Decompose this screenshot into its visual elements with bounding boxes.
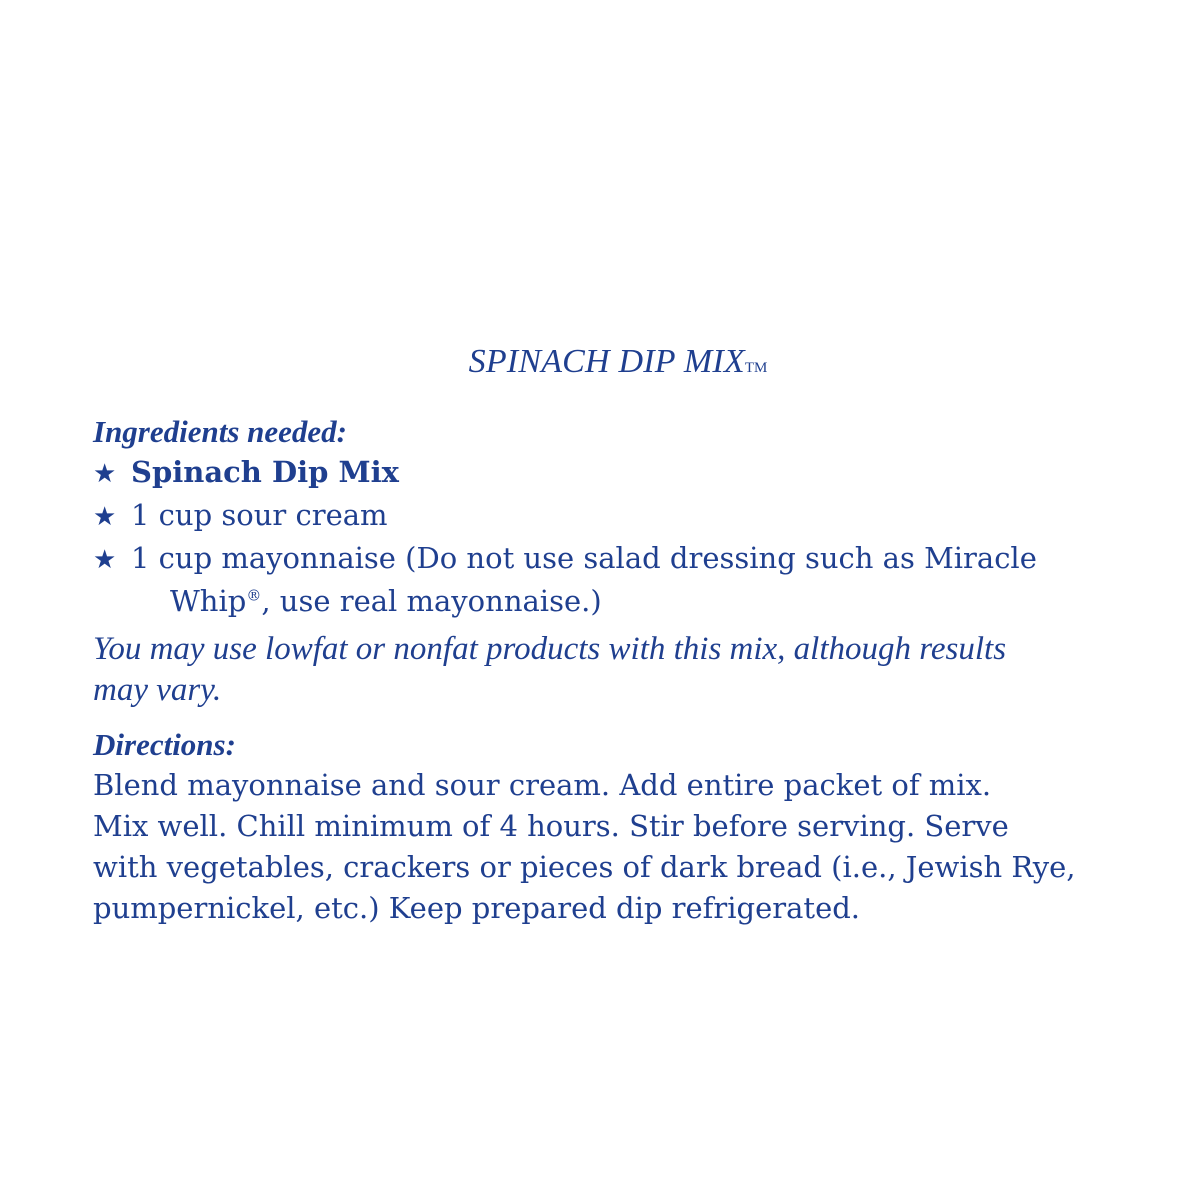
directions-line: Blend mayonnaise and sour cream. Add entire packet of mix.: [93, 768, 992, 802]
ingredient-text: , use real mayonnaise.): [261, 584, 602, 618]
ingredients-section: [93, 412, 1037, 622]
recipe-card: [93, 0, 1143, 1200]
title-text: SPINACH DIP MIX: [468, 343, 745, 380]
directions-line: pumpernickel, etc.) Keep prepared dip refrigerated.: [93, 891, 861, 925]
note-line: You may use lowfat or nonfat products with this mix, although results: [93, 631, 1007, 667]
recipe-title: [93, 342, 1143, 388]
ingredient-text: Whip: [170, 584, 247, 618]
star-icon: ★: [93, 502, 117, 532]
ingredients-heading: Ingredients needed:: [93, 414, 348, 449]
ingredient-text: 1 cup sour cream: [131, 498, 388, 532]
star-icon: ★: [93, 459, 117, 489]
ingredient-item: [93, 538, 1037, 581]
star-icon: ★: [93, 545, 117, 575]
ingredient-item-continuation: [93, 581, 1037, 622]
ingredient-text: 1 cup mayonnaise (Do not use salad dressing such as Miracle: [131, 541, 1037, 575]
lowfat-note: [93, 629, 1006, 711]
ingredient-text: Spinach Dip Mix: [131, 455, 399, 489]
registered-mark: ®: [246, 586, 262, 605]
note-line: may vary.: [93, 672, 222, 708]
directions-section: [93, 725, 1076, 929]
directions-line: with vegetables, crackers or pieces of dark bread (i.e., Jewish Rye,: [93, 850, 1076, 884]
directions-line: Mix well. Chill minimum of 4 hours. Stir before serving. Serve: [93, 809, 1009, 843]
ingredient-item: [93, 452, 1037, 495]
trademark-mark: TM: [744, 360, 768, 376]
ingredient-item: [93, 495, 1037, 538]
directions-heading: Directions:: [93, 727, 236, 762]
